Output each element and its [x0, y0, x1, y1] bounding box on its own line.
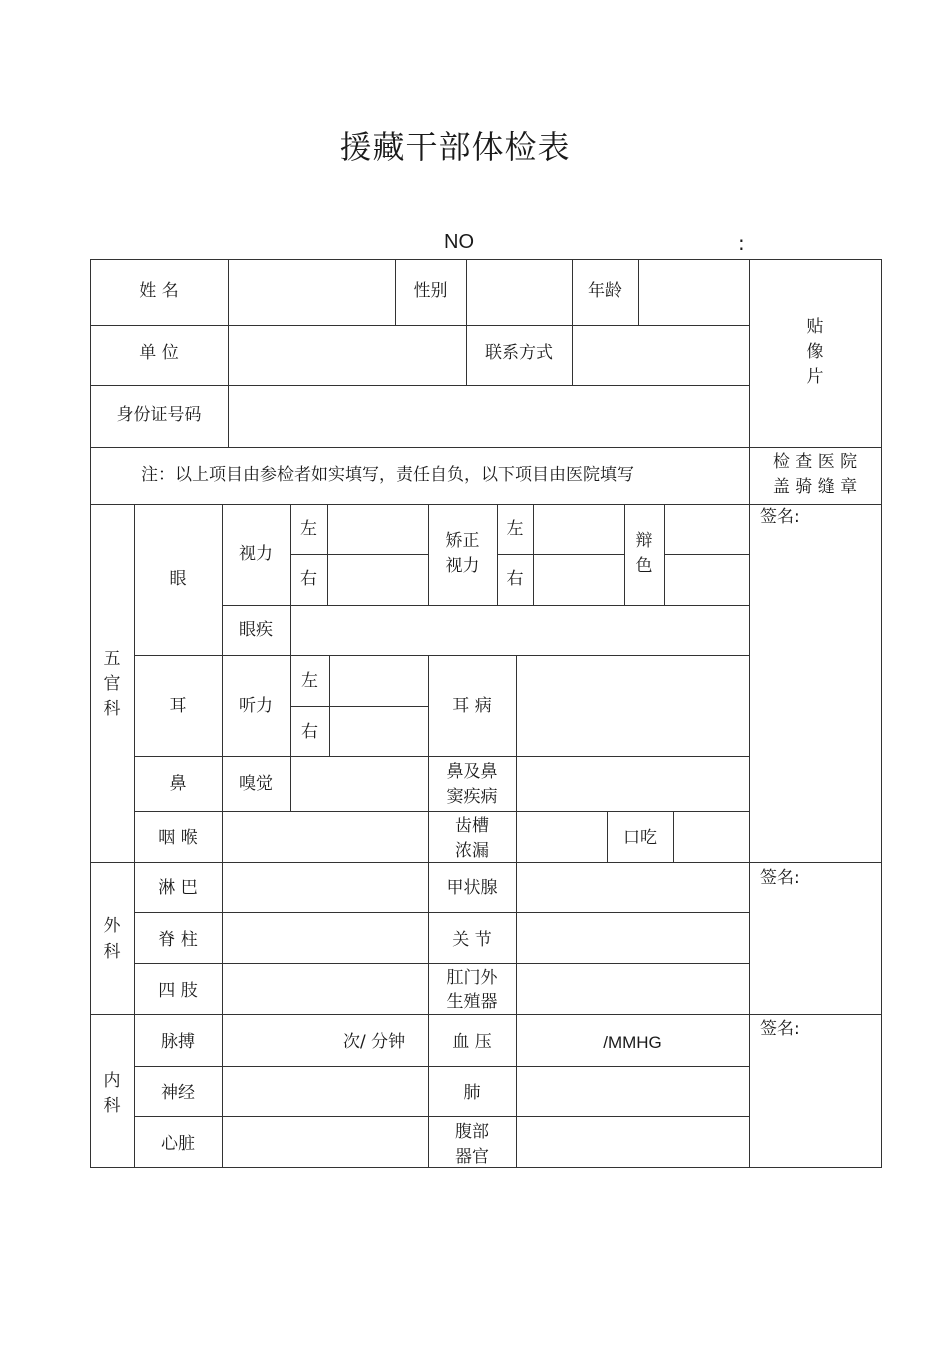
unit-label: 单 位 — [139, 343, 179, 363]
nose-sinus-label-1: 鼻及鼻 — [446, 762, 498, 782]
lymph-label: 淋 巴 — [158, 878, 198, 898]
pulse-label: 脉搏 — [161, 1032, 195, 1052]
contact-label: 联系方式 — [485, 343, 553, 363]
nose-label: 鼻 — [169, 774, 187, 794]
abdomen-label-1: 腹部 — [455, 1122, 489, 1142]
hearing-label: 听力 — [239, 696, 273, 716]
limbs-label: 四 肢 — [158, 981, 198, 1001]
nose-sinus-label-2: 窦疾病 — [446, 787, 498, 807]
ent-section-label-3: 科 — [103, 699, 121, 719]
spine-label: 脊 柱 — [158, 930, 198, 950]
note-text: 注：以上项目由参检者如实填写，责任自负，以下项目由医院填写 — [141, 465, 634, 485]
vision-right-label: 右 — [300, 569, 317, 589]
gender-label: 性别 — [413, 281, 448, 301]
smell-label: 嗅觉 — [239, 774, 273, 794]
surgery-signature-label: 签名: — [760, 868, 800, 888]
age-label: 年龄 — [588, 281, 622, 301]
ent-section-label-2: 官 — [103, 674, 121, 694]
nerve-label: 神经 — [161, 1083, 195, 1103]
anal-genital-label-2: 生殖器 — [446, 992, 498, 1012]
eye-label: 眼 — [169, 569, 187, 589]
id-number-label: 身份证号码 — [116, 405, 202, 425]
abdomen-label-2: 器官 — [455, 1147, 489, 1167]
photo-label-3: 片 — [806, 367, 824, 387]
corrected-left-label: 左 — [506, 519, 524, 539]
corrected-right-label: 右 — [506, 569, 524, 589]
stutter-label: 口吃 — [623, 828, 657, 848]
hospital-seal-line-1: 检 查 医 院 — [772, 452, 858, 472]
vision-left-label: 左 — [300, 519, 317, 539]
bp-unit: /MMHG — [603, 1033, 662, 1052]
ent-section-label-1: 五 — [103, 649, 121, 669]
internal-signature-label: 签名: — [760, 1019, 800, 1039]
page-title: 援藏干部体检表 — [339, 128, 571, 166]
photo-label-2: 像 — [806, 342, 824, 362]
blood-pressure-label: 血 压 — [452, 1032, 492, 1052]
thyroid-label: 甲状腺 — [446, 878, 498, 898]
alveolar-label-1: 齿槽 — [455, 816, 489, 836]
hospital-seal-line-2: 盖 骑 缝 章 — [772, 477, 858, 497]
pulse-unit: 次/ 分钟 — [343, 1032, 406, 1052]
internal-section-label-1: 内 — [103, 1071, 121, 1091]
anal-genital-label-1: 肛门外 — [446, 968, 498, 988]
ear-disease-label: 耳 病 — [452, 696, 492, 716]
color-vision-label-1: 辩 — [635, 531, 653, 551]
surgery-section-label-2: 科 — [103, 942, 121, 962]
corrected-vision-label-1: 矫正 — [445, 531, 480, 551]
surgery-section-label-1: 外 — [103, 916, 121, 936]
hearing-right-label: 右 — [301, 722, 318, 742]
heart-label: 心脏 — [161, 1134, 195, 1154]
color-vision-label-2: 色 — [635, 556, 653, 576]
alveolar-label-2: 浓漏 — [455, 841, 489, 861]
lung-label: 肺 — [463, 1083, 481, 1103]
corrected-vision-label-2: 视力 — [445, 556, 480, 576]
photo-label-1: 贴 — [806, 317, 824, 337]
eye-disease-label: 眼疾 — [239, 620, 273, 640]
vision-label: 视力 — [239, 544, 273, 564]
hearing-left-label: 左 — [301, 671, 318, 691]
throat-label: 咽 喉 — [158, 828, 198, 848]
form-number-colon: : — [738, 231, 745, 255]
name-label: 姓 名 — [139, 281, 179, 301]
ent-signature-label: 签名: — [760, 507, 800, 527]
joint-label: 关 节 — [452, 930, 492, 950]
ear-label: 耳 — [169, 696, 187, 716]
internal-section-label-2: 科 — [103, 1096, 121, 1116]
form-number-label: NO — [444, 231, 474, 253]
